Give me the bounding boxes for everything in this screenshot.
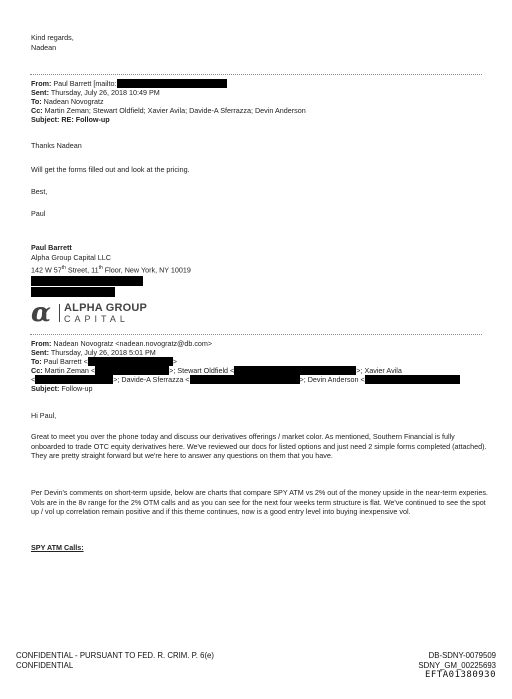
logo-divider [59,304,60,322]
email1-sent [31,88,160,97]
email1-body-line: Will get the forms filled out and look at the pricing. [31,165,190,174]
logo-line2: CAPITAL [64,314,129,324]
email2-cc [31,366,402,375]
separator-rule [30,74,482,75]
cc-label: Cc: [31,106,43,115]
signature-name: Paul Barrett [31,243,72,252]
footer-confidential-1: CONFIDENTIAL - PURSUANT TO FED. R. CRIM. P. 6(e) [16,651,214,660]
section-heading: SPY ATM Calls: [31,543,84,552]
subject-value: Follow-up [61,384,93,393]
cc-label: Cc: [31,366,43,375]
email2-paragraph-2: Per Devin's comments on short-term upside, below are charts that compare SPY ATM vs 2% out of the money upside in the near-term experies. Vols are in the 8v range for the 2% OTM calls and as you can see for the next four weeks term structure is flat. We've continued to see the spot up / vol up correlation remain positive and if this theme continues, now is a good entry level into buying inexpensive vol. [31,488,488,517]
cc-davide: >; Davide-A Sferrazza < [113,375,190,384]
subject-value: RE: Follow-up [61,115,110,124]
from-label: From: [31,339,52,348]
email2-paragraph-1: Great to meet you over the phone today and discuss our derivatives offerings / market color. As mentioned, Southern Financial is fully onboarded to trade OTC equity derivatives here. We've reviewed our docs for listed options and just need 2 simple forms completed (attached). They are pretty straight forward but we're here to answer any questions on them that you have. [31,432,487,461]
sent-label: Sent: [31,88,49,97]
cc-xavier: >; Xavier Avila [356,366,402,375]
alpha-group-logo [31,298,161,328]
subject-label: Subject: [31,115,60,124]
from-label: From: [31,79,52,88]
address-part3: Floor, New York, NY 10019 [102,265,191,275]
closing-name: Nadean [31,43,57,52]
signature-company: Alpha Group Capital LLC [31,253,111,262]
cc-stewart: >; Stewart Oldfield < [169,366,235,375]
email2-sent [31,348,156,357]
cc2-start: < [31,375,36,384]
footer-bates-3: EFTA01380930 [424,670,496,680]
footer-confidential-2: CONFIDENTIAL [16,661,74,670]
sent-value: Thursday, July 26, 2018 10:49 PM [50,88,160,97]
redaction-box [365,375,460,384]
alpha-symbol-icon: α [31,298,52,328]
cc-value: Martin Zeman; Stewart Oldfield; Xavier Avila; Davide-A Sferrazza; Devin Anderson [44,106,306,115]
signature-address [31,264,191,274]
redaction-box [190,375,300,384]
email2-greeting: Hi Paul, [31,411,57,420]
to-value: Nadean Novogratz [43,97,104,106]
email2-cc-line2 [31,375,460,384]
to-value: Paul Barrett < [43,357,88,366]
email1-to [31,97,104,106]
email1-cc [31,106,306,115]
sent-value: Thursday, July 26, 2018 5:01 PM [50,348,156,357]
redaction-box [31,287,115,297]
redaction-box [88,357,173,366]
email1-from [31,79,227,88]
footer-bates-1: DB-SDNY-0079509 [428,651,496,660]
cc-devin: >; Devin Anderson < [299,375,365,384]
redaction-box [117,79,227,88]
email1-greeting: Thanks Nadean [31,141,82,150]
subject-label: Subject: [31,384,60,393]
from-value: Nadean Novogratz <nadean.novogratz@db.com> [53,339,213,348]
redaction-box [95,366,169,375]
redaction-box [35,375,113,384]
footer-bates-2: SDNY_GM_00225693 [418,661,496,670]
separator-rule [30,334,482,335]
address-sup1: th [61,265,66,271]
address-part1: 142 W 57 [31,265,62,275]
redaction-box [234,366,356,375]
address-part2: Street, 11 [65,265,99,275]
redaction-box [31,276,143,286]
cc-value: Martin Zeman < [44,366,96,375]
from-value: Paul Barrett [mailto: [53,79,117,88]
to-label: To: [31,357,42,366]
email1-best: Best, [31,187,48,196]
sent-label: Sent: [31,348,49,357]
address-sup2: th [98,265,103,271]
to-end: > [172,357,177,366]
email2-subject [31,384,93,393]
email2-to [31,357,177,366]
email2-from [31,339,212,348]
email1-sign-name: Paul [31,209,46,218]
logo-line1: ALPHA GROUP [64,302,148,314]
email1-subject [31,115,110,124]
to-label: To: [31,97,42,106]
closing-text: Kind regards, [31,33,74,42]
